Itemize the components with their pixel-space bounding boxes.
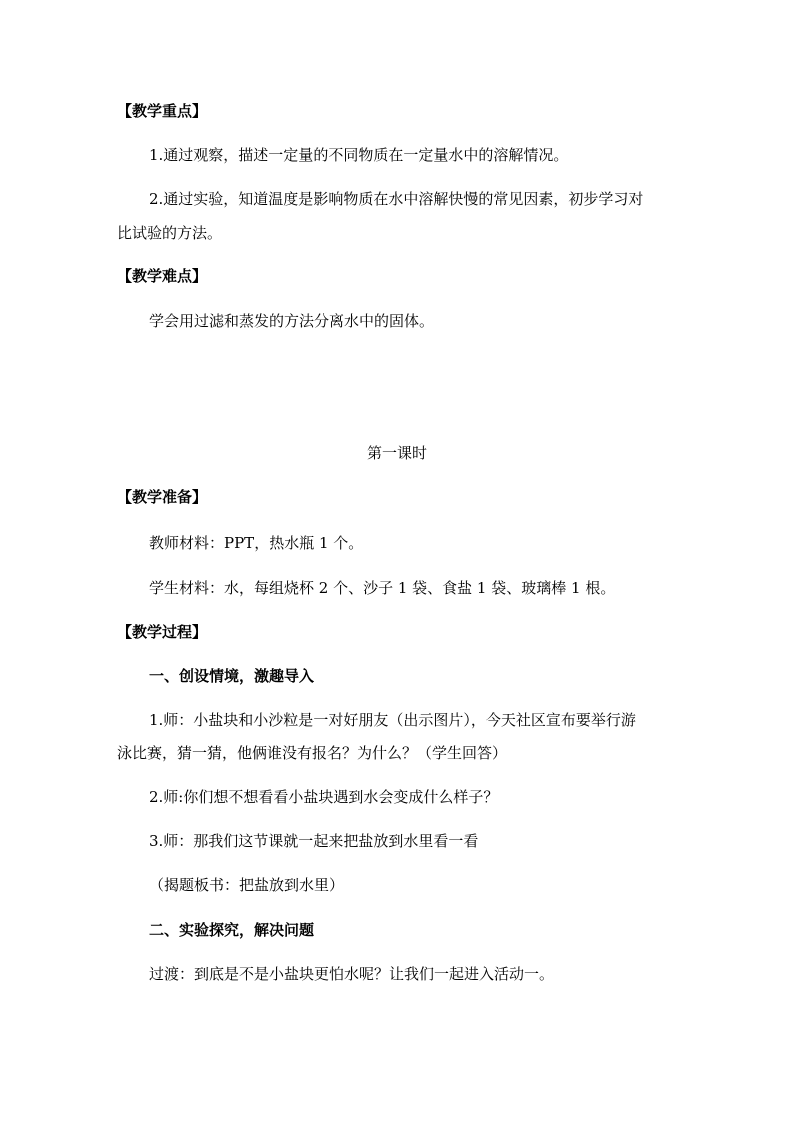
difficulty-heading: 【教学难点】 — [117, 267, 208, 285]
section-2-heading: 二、实验探究，解决问题 — [149, 921, 315, 939]
key-point-2-line-1: 2.通过实验，知道温度是影响物质在水中溶解快慢的常见因素，初步学习对 — [149, 190, 644, 208]
key-point-2-line-2: 比试验的方法。 — [117, 224, 223, 242]
step-3: 3.师：那我们这节课就一起来把盐放到水里看一看 — [149, 832, 479, 850]
prep-heading: 【教学准备】 — [117, 488, 208, 506]
step-1-line-2: 泳比赛，猜一猜，他俩谁没有报名？为什么？（学生回答） — [117, 744, 508, 762]
transition-text: 过渡：到底是不是小盐块更怕水呢？让我们一起进入活动一。 — [149, 965, 555, 983]
prep-teacher: 教师材料：PPT，热水瓶 1 个。 — [149, 534, 364, 552]
step-2: 2.师:你们想不想看看小盐块遇到水会变成什么样子？ — [149, 788, 499, 806]
difficulty-text: 学会用过滤和蒸发的方法分离水中的固体。 — [149, 312, 435, 330]
step-1-line-1: 1.师：小盐块和小沙粒是一对好朋友（出示图片），今天社区宣布要举行游 — [149, 711, 636, 729]
prep-student: 学生材料：水，每组烧杯 2 个、沙子 1 袋、食盐 1 袋、玻璃棒 1 根。 — [149, 579, 616, 597]
key-points-heading: 【教学重点】 — [117, 102, 208, 120]
board-note: （揭题板书：把盐放到水里） — [149, 876, 345, 894]
key-point-1: 1.通过观察，描述一定量的不同物质在一定量水中的溶解情况。 — [149, 146, 569, 164]
process-heading: 【教学过程】 — [117, 623, 208, 641]
section-1-heading: 一、创设情境，激趣导入 — [149, 667, 315, 685]
lesson-title: 第一课时 — [366, 444, 427, 462]
